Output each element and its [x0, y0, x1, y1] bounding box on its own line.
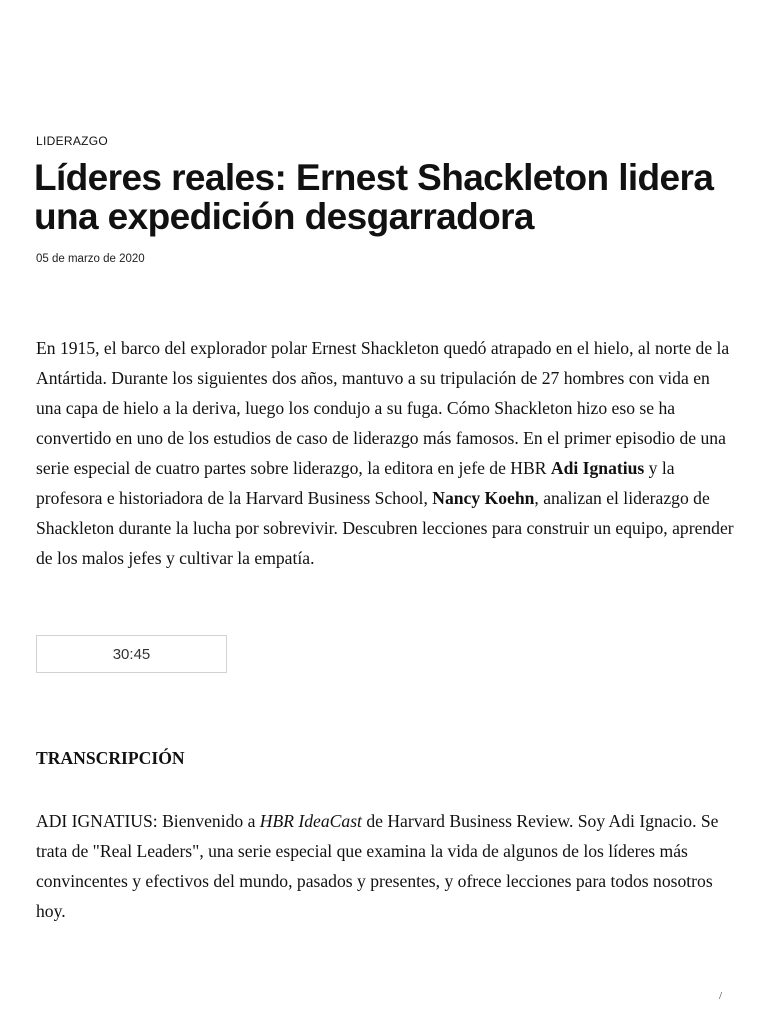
intro-text-2: y la profesora e historiadora de la Harvard Business School, — [36, 458, 675, 508]
category-label[interactable]: LIDERAZGO — [36, 134, 109, 148]
intro-text-1: En 1915, el barco del explorador polar Ernest Shackleton quedó atrapado en el hielo, al norte de la Antártida. Durante los siguientes dos años, mantuvo a su tripulación de 27 hombres con vida en una capa de hielo a la deriva, luego los condujo a su fuga. Cómo Shackleton hizo eso se ha convertido en uno de los estudios de caso de liderazgo más famosos. En el primer episodio de una serie especial de cuatro partes sobre liderazgo, la editora en jefe de HBR — [36, 338, 730, 478]
transcript-text-1: ADI IGNATIUS: Bienvenido a — [36, 811, 260, 831]
author-name-nancy-koehn: Nancy Koehn — [432, 488, 535, 508]
author-name-adi-ignatius: Adi Ignatius — [550, 458, 645, 478]
page-mark: / — [719, 990, 723, 1002]
transcript-paragraph — [36, 806, 736, 926]
audio-player[interactable] — [36, 635, 227, 673]
transcript-heading: TRANSCRIPCIÓN — [36, 748, 185, 768]
intro-text-3: , analizan el liderazgo de Shackleton durante la lucha por sobrevivir. Descubren lecciones para construir un equipo, aprender de los malos jefes y cultivar la empatía. — [36, 488, 734, 568]
show-name: HBR IdeaCast — [259, 811, 362, 831]
audio-duration: 30:45 — [112, 645, 151, 663]
article-title: Líderes reales: Ernest Shackleton lidera una expedición desgarradora — [34, 157, 714, 237]
intro-paragraph — [36, 333, 736, 573]
transcript-text-2: de Harvard Business Review. Soy Adi Ignacio. Se trata de "Real Leaders", una serie especial que examina la vida de algunos de los líderes más convincentes y efectivos del mundo, pasados y presentes, y ofrece lecciones para todos nosotros hoy. — [36, 811, 719, 921]
publish-date: 05 de marzo de 2020 — [36, 253, 145, 265]
